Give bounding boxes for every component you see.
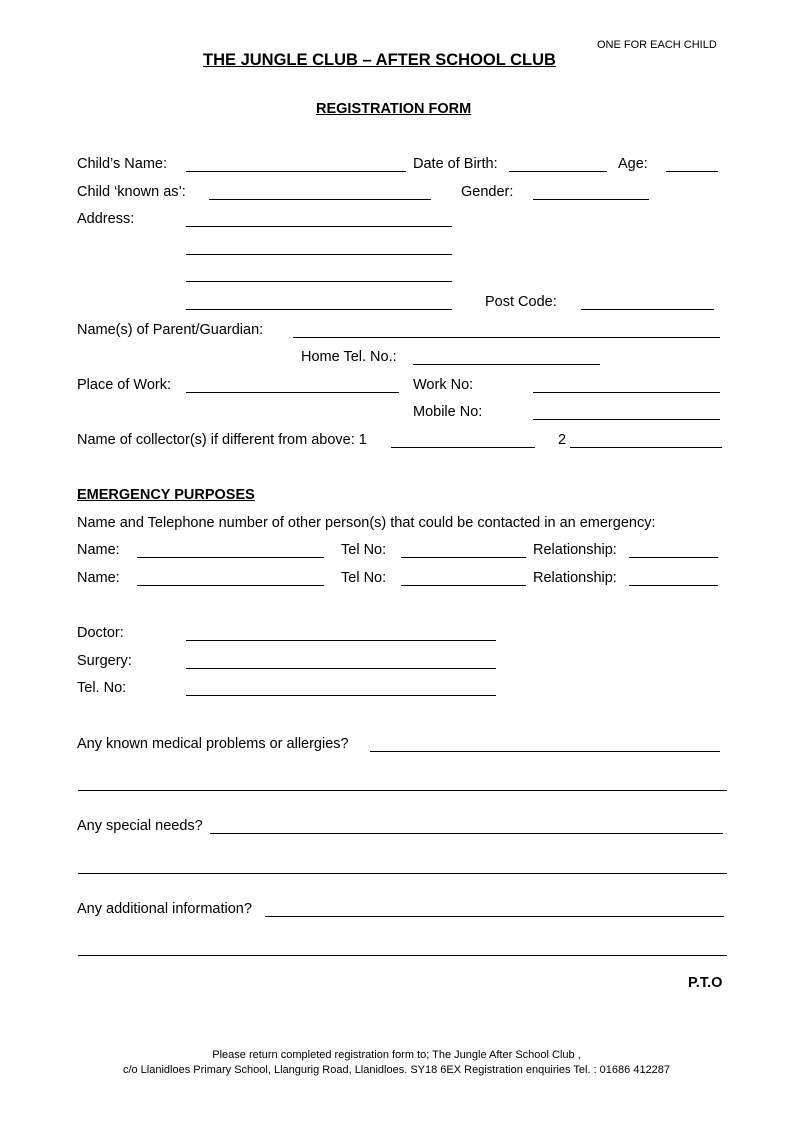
- surgery-label: Surgery:: [77, 653, 132, 669]
- gender-field[interactable]: [533, 199, 649, 200]
- pto-label: P.T.O: [688, 975, 723, 991]
- home-tel-label: Home Tel. No.:: [301, 349, 397, 365]
- emergency-1-tel-label: Tel No:: [341, 542, 387, 558]
- emergency-2-name-label: Name:: [77, 570, 120, 586]
- dob-label: Date of Birth:: [413, 156, 498, 172]
- home-tel-field[interactable]: [413, 364, 600, 365]
- place-of-work-field[interactable]: [186, 392, 399, 393]
- work-no-field[interactable]: [533, 392, 720, 393]
- emergency-2-relationship-field[interactable]: [629, 585, 718, 586]
- work-no-label: Work No:: [413, 377, 474, 393]
- dob-field[interactable]: [509, 171, 607, 172]
- footer-line-2: c/o Llanidloes Primary School, Llangurig Road, Llanidloes. SY18 6EX Registration enquiries Tel. : 01686 412287: [122, 1064, 671, 1076]
- emergency-1-tel-field[interactable]: [401, 557, 526, 558]
- special-needs-label: Any special needs?: [77, 818, 203, 834]
- postcode-field[interactable]: [581, 309, 714, 310]
- doctor-tel-label: Tel. No:: [77, 680, 127, 696]
- surgery-field[interactable]: [186, 668, 496, 669]
- age-field[interactable]: [666, 171, 718, 172]
- special-needs-field[interactable]: [210, 833, 723, 834]
- doctor-label: Doctor:: [77, 625, 124, 641]
- one-per-child-note: ONE FOR EACH CHILD: [597, 39, 717, 51]
- address-line-1[interactable]: [186, 226, 452, 227]
- emergency-heading: EMERGENCY PURPOSES: [77, 487, 255, 503]
- footer-line-1: Please return completed registration form to; The Jungle After School Club ,: [212, 1049, 581, 1061]
- place-of-work-label: Place of Work:: [77, 377, 172, 393]
- address-label: Address:: [77, 211, 135, 227]
- child-name-label: Child’s Name:: [77, 156, 167, 172]
- special-needs-field-line-2[interactable]: [78, 873, 727, 874]
- emergency-1-name-field[interactable]: [137, 557, 324, 558]
- allergies-field[interactable]: [370, 751, 720, 752]
- address-line-3[interactable]: [186, 281, 452, 282]
- additional-info-field-line-2[interactable]: [78, 955, 727, 956]
- age-label: Age:: [618, 156, 648, 172]
- address-line-4[interactable]: [186, 309, 452, 310]
- doctor-tel-field[interactable]: [186, 695, 496, 696]
- emergency-1-relationship-field[interactable]: [629, 557, 718, 558]
- emergency-1-relationship-label: Relationship:: [533, 542, 617, 558]
- form-subtitle: REGISTRATION FORM: [316, 101, 472, 117]
- emergency-2-relationship-label: Relationship:: [533, 570, 617, 586]
- address-line-2[interactable]: [186, 254, 452, 255]
- postcode-label: Post Code:: [485, 294, 557, 310]
- gender-label: Gender:: [461, 184, 514, 200]
- emergency-2-tel-label: Tel No:: [341, 570, 387, 586]
- doctor-field[interactable]: [186, 640, 496, 641]
- known-as-label: Child ‘known as’:: [77, 184, 186, 200]
- allergies-label: Any known medical problems or allergies?: [77, 736, 349, 752]
- emergency-2-name-field[interactable]: [137, 585, 324, 586]
- known-as-field[interactable]: [209, 199, 431, 200]
- collector-1-field[interactable]: [391, 447, 535, 448]
- allergies-field-line-2[interactable]: [78, 790, 727, 791]
- collector-2-label: 2: [558, 432, 567, 448]
- parent-name-field[interactable]: [293, 337, 720, 338]
- mobile-label: Mobile No:: [413, 404, 483, 420]
- additional-info-label: Any additional information?: [77, 901, 252, 917]
- emergency-2-tel-field[interactable]: [401, 585, 526, 586]
- collector-2-field[interactable]: [570, 447, 722, 448]
- child-name-field[interactable]: [186, 171, 406, 172]
- emergency-1-name-label: Name:: [77, 542, 120, 558]
- collector-label: Name of collector(s) if different from above: 1: [77, 432, 367, 448]
- parent-name-label: Name(s) of Parent/Guardian:: [77, 322, 264, 338]
- mobile-field[interactable]: [533, 419, 720, 420]
- form-title: THE JUNGLE CLUB – AFTER SCHOOL CLUB: [203, 51, 556, 69]
- additional-info-field[interactable]: [265, 916, 724, 917]
- emergency-intro: Name and Telephone number of other person(s) that could be contacted in an emergency:: [77, 515, 656, 531]
